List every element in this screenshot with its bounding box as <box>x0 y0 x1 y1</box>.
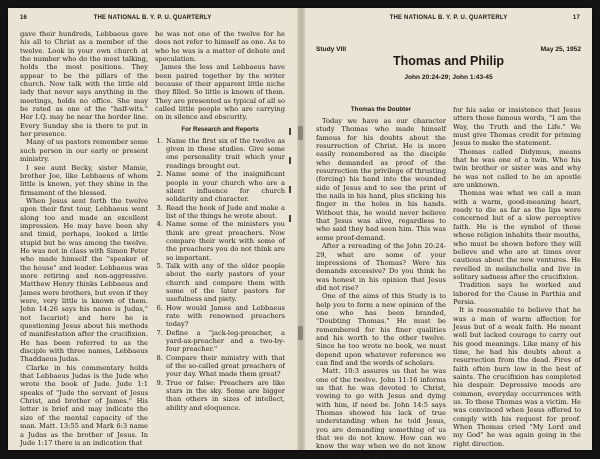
research-item: 8. Compare their ministry with that of the so-called great preachers of your day. What made them great? <box>165 354 285 379</box>
paragraph: Matt. 10:3 assures us that he was one of the twelve. John 11:16 informs us that he was devoted to Christ, vowing to go with Jesus and dying with him, if need be. John 14:5 says Thomas showed his lack of true understanding when he told Jesus, you are demanding something of us that we do not know. How can we know the way when we do not know where you are going? It was <box>316 367 446 459</box>
journal-title: THE NATIONAL B. Y. P. U. QUARTERLY <box>93 15 212 21</box>
research-item: 3. Read the book of Jude and make a list of the things he wrote about. <box>165 204 285 221</box>
magazine-spread <box>8 8 592 459</box>
research-list <box>155 137 285 412</box>
staple <box>298 126 303 140</box>
paragraph: Thomas was what we call a man with a warm, good-meaning heart, ready to die as far as the lips were concerned but of a slow perceptive faith. He is the symbol of those whose religion inhabits their mouths, who must be shown before they will believe and who are at times over cautious about the new ventures. He revelled in melancholia and live in solitary sadness after the crucifixion. <box>453 189 581 281</box>
paragraph: When Jesus sent forth the twelve upon their first tour, Lebbaeus went along too and made an excellent impression. He may have been shy and timid, perhaps, looked a little stupid but he was among the twelve. He was not in class with Simon Peter who made himself the "speaker of the house" and leader. Lebbaeus was more retiring and non-aggressive. Matthew Henry thinks Lebbaeus and James were brothers, but even if they were, very little is known of them. John 14:26 says his name is Judas," not Iscariot) and here he is questioning Jesus about his methods of manifestation after the crucifixion. He has been referred to as the disciple with three names, Lebbaeus Thaddaeus Judas. <box>20 196 148 364</box>
left-page <box>8 8 297 450</box>
page-number: 17 <box>572 15 580 21</box>
research-item: 6. How would James and Lebbaeus rate with renowned preachers today? <box>165 304 285 329</box>
binding-gutter <box>297 8 305 450</box>
section-heading: Thomas the Doubter <box>350 106 412 113</box>
running-head-left <box>20 15 285 27</box>
paragraph: After a rereading of the John 20:24-29, what are some of your impressions of Thomas? Were his demands excessive? Do you think he was honest in his opinion that Jesus did not rise? <box>316 242 446 292</box>
paragraph: Clarke in his commentary holds that Lebbaeus Judas is the Jude who wrote the book of Jude. Jude 1:1 speaks of "Jude the servant of Jesus Christ, and brother of James." His letter is brief and may indicate the size of the mental capacity of the man. Matt. 13:55 and Mark 6:3 name a Judas as the brother of Jesus. In Jude 1:17 there is an indication that <box>20 363 148 447</box>
journal-title: THE NATIONAL B. Y. P. U. QUARTERLY <box>389 15 508 21</box>
research-item: 9. True or false: Preachers are like stars in the sky. Some are bigger than others in sizes of intellect, ability and eloquence. <box>165 379 285 412</box>
scripture-reference: John 20:24-29; John 1:43-45 <box>404 74 493 81</box>
paragraph: Thomas called Didymus, means that he was one of a twin. Who his twin brother or sister was and why he was not called to be an apostle are unknown. <box>453 147 581 190</box>
paragraph: he was not one of the twelve for he does not refer to himself as one. As to who he was is a matter of debate and speculation. <box>155 30 285 64</box>
right-page <box>305 8 592 459</box>
study-label: Study VIII <box>316 46 347 53</box>
right-column-2 <box>453 106 581 448</box>
research-item: 5. Talk with any of the older people about the early pastors of your church and compare them with some of the later pastors for usefulness and piety. <box>165 262 285 304</box>
paragraph: gave their hundreds, Lebbaeus gave his all to Christ as a member of the twelve. Look in your own church at the number who do the most talking, holds the most positions. They appear to be the pillars of the church. Now talk with the little old lady that never says anything in the meetings, holds no office. She may be rated as one of the "half-wits." Her I.Q. may be near the border line. Every Sunday she is there to put in her presence. <box>20 30 148 139</box>
running-head-right <box>317 15 580 27</box>
lesson-title: Thomas and Philip <box>392 54 505 68</box>
margin-marks <box>289 128 293 244</box>
left-column-1 <box>20 30 148 447</box>
research-item: 2. Name some of the insignificant people in your church who are a silent influence for church solidarity and character. <box>165 170 285 203</box>
paragraph: James the less and Lebbaeus have been paired together by the writer because of their apparent little niche they filled. So little is known of them. They are presented as typical of all so called little people who are carrying on in silence and obscurity. <box>155 63 285 122</box>
research-heading: For Research and Reports <box>181 125 259 133</box>
paragraph: I see aunt Becky, sister Mamie, brother Joe, like Lebbaeus of whom little is known, yet they shine in the firmament of the blessed. <box>20 163 148 197</box>
paragraph: Many of us pastors remember some such person in our early or present ministry. <box>20 138 148 164</box>
paragraph: for his sake or insistence that Jesus utters those famous words, "I am the Way, the Truth and the Life." We must give Thomas credit for priming Jesus to make the statement. <box>453 106 581 148</box>
research-item: 4. Name some of the ministers you think are great preachers. Now compare their work with some of the preachers you do not think are so important. <box>165 220 285 262</box>
right-column-1 <box>316 106 446 459</box>
left-column-2 <box>155 30 285 412</box>
paragraph: Today we have as our character study Thomas who made himself famous for his doubts about the resurrection of Christ. He is more easily remembered as the disciple who demanded as proof of the resurrection the privilege of thrusting (forcing) his hand into the wounded side of Jesus and to see the print of the nails in his hand, plus sticking his finger in the holes in his hands. Without this, he would never believe that Jesus was alive, regardless to who said they had seen him. This was some proof-demand. <box>316 117 446 242</box>
paragraph: One of the aims of this Study is to help you to form a new opinion of the one who has been branded, "Doubting Thomas." He must be remembered for his finer qualities and his worth to the other twelve. Since he too wrote no book, we must depend upon whatever reference we can find and the words of scholars. <box>316 292 446 367</box>
research-item: 7. Define a "jack-leg-preacher, a yard-ax-preacher and a two-by-four preacher." <box>165 329 285 354</box>
paragraph: Tradition says he worked and labored for the Cause in Parthia and Persia. <box>453 281 581 306</box>
paragraph: It is reasonable to believe that he was a man of warm affection for Jesus but of a weak faith. He meant well but lacked courage to carry out his good meanings. Like many of his time, he had his doubts about a resurrection from the dead. Fires of faith often burn low in the best of saints. The crucifixion has completed his despair. Depressive moods are common, everyday occurrences with us. To these Thomas was a victim. He was convinced when Jesus offered to comply with his request for proof. When Thomas cried "My Lord and my God" he was again going in the right direction. <box>453 306 581 448</box>
staple <box>298 326 303 340</box>
page-number: 16 <box>20 15 28 21</box>
research-item: 1. Name the first six of the twelve as given in these studies. Give some one personality trait which your readings brought out. <box>165 137 285 170</box>
lesson-date: May 25, 1952 <box>540 46 581 53</box>
